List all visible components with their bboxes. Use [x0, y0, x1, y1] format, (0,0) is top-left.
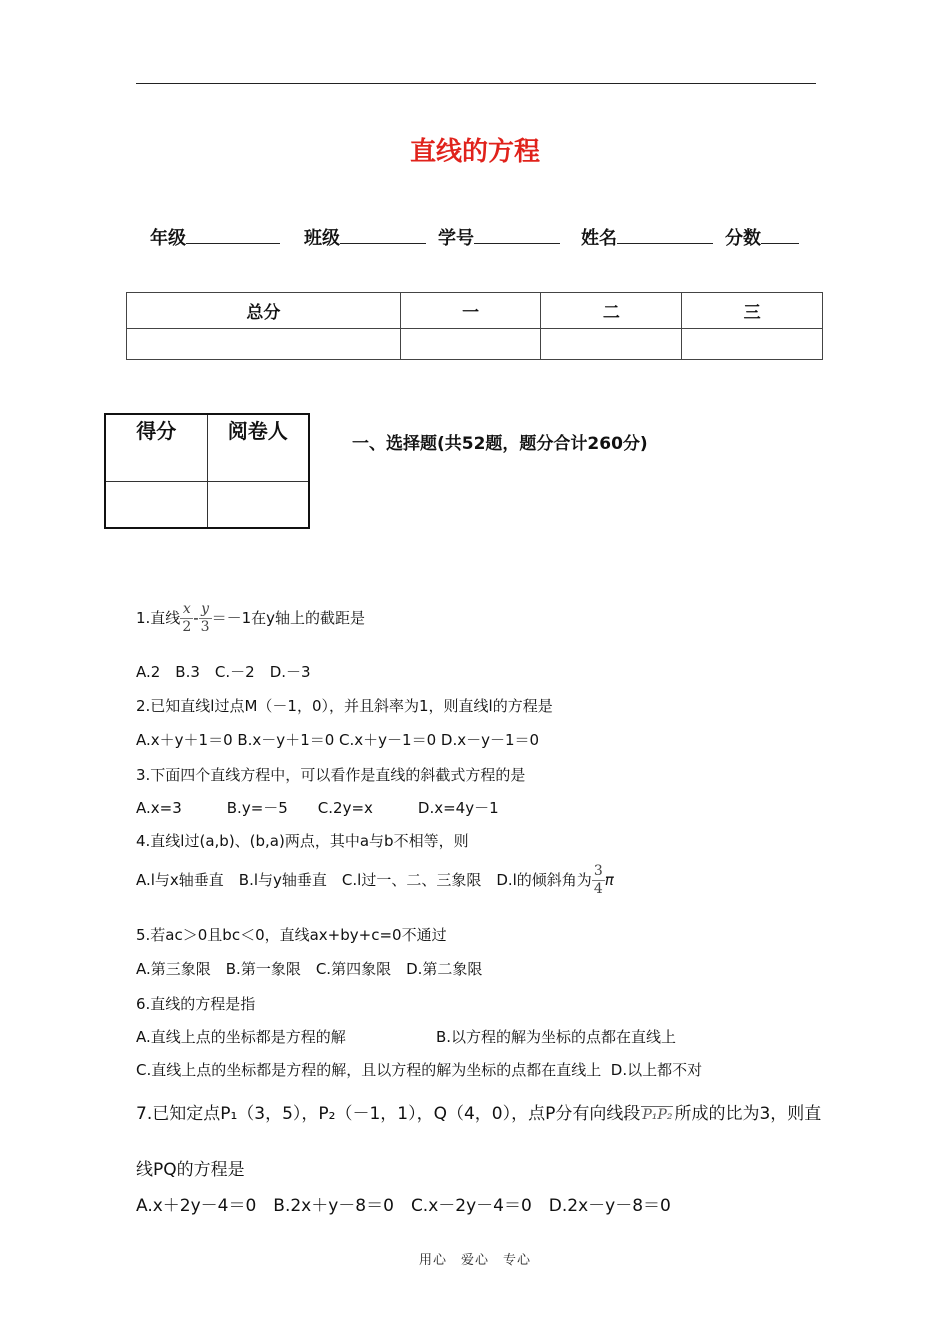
- question-1: [136, 601, 365, 636]
- grader-score-cell[interactable]: [105, 482, 207, 529]
- page-footer: 用心 爱心 专心: [418, 1253, 531, 1268]
- q6-option-c-d: [136, 1059, 702, 1080]
- q7-text-a: 7.已知定点P₁（3，5），P₂（－1，1），Q（4，0），点P分有向线段: [136, 1104, 641, 1124]
- score-blank[interactable]: [761, 225, 799, 244]
- class-field: [304, 224, 426, 250]
- grade-field: [150, 224, 280, 250]
- section-heading: 一、选择题(共52题，题分合计260分): [352, 434, 648, 454]
- score-header-2: 二: [541, 293, 682, 329]
- score-header-1: 一: [400, 293, 541, 329]
- q6-option-d: D.以上都不对: [610, 1061, 703, 1079]
- class-blank[interactable]: [340, 225, 426, 244]
- q5-options: A.第三象限 B.第一象限 C.第四象限 D.第二象限: [136, 960, 483, 978]
- score-table-header-row: [127, 293, 823, 329]
- q4-options: A.l与x轴垂直 B.l与y轴垂直 C.l过一、二、三象限 D.l的倾斜角为: [136, 871, 592, 889]
- question-3: 3.下面四个直线方程中，可以看作是直线的斜截式方程的是: [136, 766, 526, 784]
- grader-entry-row: [105, 482, 309, 529]
- name-field: [581, 224, 713, 250]
- grader-reviewer-cell[interactable]: [207, 482, 309, 529]
- grade-label: 年级: [150, 228, 186, 249]
- class-label: 班级: [304, 228, 340, 249]
- q7-options: A.x＋2y－4＝0 B.2x＋y－8＝0 C.x－2y－4＝0 D.2x－y－8＝0: [136, 1196, 671, 1216]
- score-table-entry-row: [127, 329, 823, 360]
- grade-blank[interactable]: [186, 225, 280, 244]
- q1-frac1-num: x: [180, 601, 193, 619]
- question-5: 5.若ac＞0且bc＜0，直线ax+by+c=0不通过: [136, 926, 447, 944]
- grader-reviewer-label: 阅卷人: [207, 414, 309, 482]
- q1-frac1-den: 2: [182, 619, 192, 635]
- q1-suffix: ＝－1在y轴上的截距是: [211, 609, 365, 627]
- header-rule: [136, 83, 816, 84]
- grader-table: [104, 413, 310, 529]
- q4-pi: π: [604, 871, 614, 889]
- name-label: 姓名: [581, 228, 617, 249]
- score-header-3: 三: [682, 293, 823, 329]
- q1-frac2-num: y: [199, 601, 212, 619]
- q4-frac-num: 3: [593, 863, 603, 879]
- score-cell-1[interactable]: [400, 329, 541, 360]
- score-cell-3[interactable]: [682, 329, 823, 360]
- q4-fraction: [592, 863, 605, 898]
- q1-minus: -: [193, 609, 199, 627]
- q1-fraction-y: [199, 601, 212, 636]
- q1-options: A.2 B.3 C.－2 D.－3: [136, 663, 311, 681]
- question-2: 2.已知直线l过点M（－1，0），并且斜率为1，则直线l的方程是: [136, 697, 553, 715]
- q7-text-continued: 线PQ的方程是: [136, 1160, 245, 1180]
- q1-frac2-den: 3: [200, 619, 210, 635]
- page-title: 直线的方程: [409, 137, 540, 167]
- q2-options: A.x＋y＋1＝0 B.x－y＋1＝0 C.x＋y－1＝0 D.x－y－1＝0: [136, 731, 540, 749]
- grader-score-label: 得分: [105, 414, 207, 482]
- student-id-label: 学号: [438, 228, 474, 249]
- q3-options: A.x=3 B.y=－5 C.2y=x D.x=4y－1: [136, 799, 499, 817]
- q7-text-b: 所成的比为3，则直: [674, 1104, 822, 1124]
- score-label: 分数: [725, 228, 761, 249]
- score-cell-2[interactable]: [541, 329, 682, 360]
- q6-option-a: A.直线上点的坐标都是方程的解: [136, 1028, 346, 1046]
- question-4: 4.直线l过(a,b)、(b,a)两点，其中a与b不相等，则: [136, 832, 469, 850]
- q4-options-line: [136, 863, 614, 898]
- grader-header-row: [105, 414, 309, 482]
- name-blank[interactable]: [617, 225, 713, 244]
- student-id-field: [438, 224, 560, 250]
- q1-fraction-x: [180, 601, 193, 636]
- student-id-blank[interactable]: [474, 225, 560, 244]
- question-7: [136, 1099, 821, 1124]
- score-table: [126, 292, 823, 360]
- score-field: [725, 224, 799, 250]
- score-header-total: 总分: [127, 293, 401, 329]
- q4-frac-den: 4: [593, 881, 603, 897]
- question-6: 6.直线的方程是指: [136, 995, 256, 1013]
- q7-segment: P₁P₂: [642, 1107, 673, 1123]
- q1-prefix: 1.直线: [136, 609, 181, 627]
- q6-option-b: B.以方程的解为坐标的点都在直线上: [436, 1028, 677, 1046]
- score-cell-total[interactable]: [127, 329, 401, 360]
- q6-option-c: C.直线上点的坐标都是方程的解，且以方程的解为坐标的点都在直线上: [136, 1061, 602, 1079]
